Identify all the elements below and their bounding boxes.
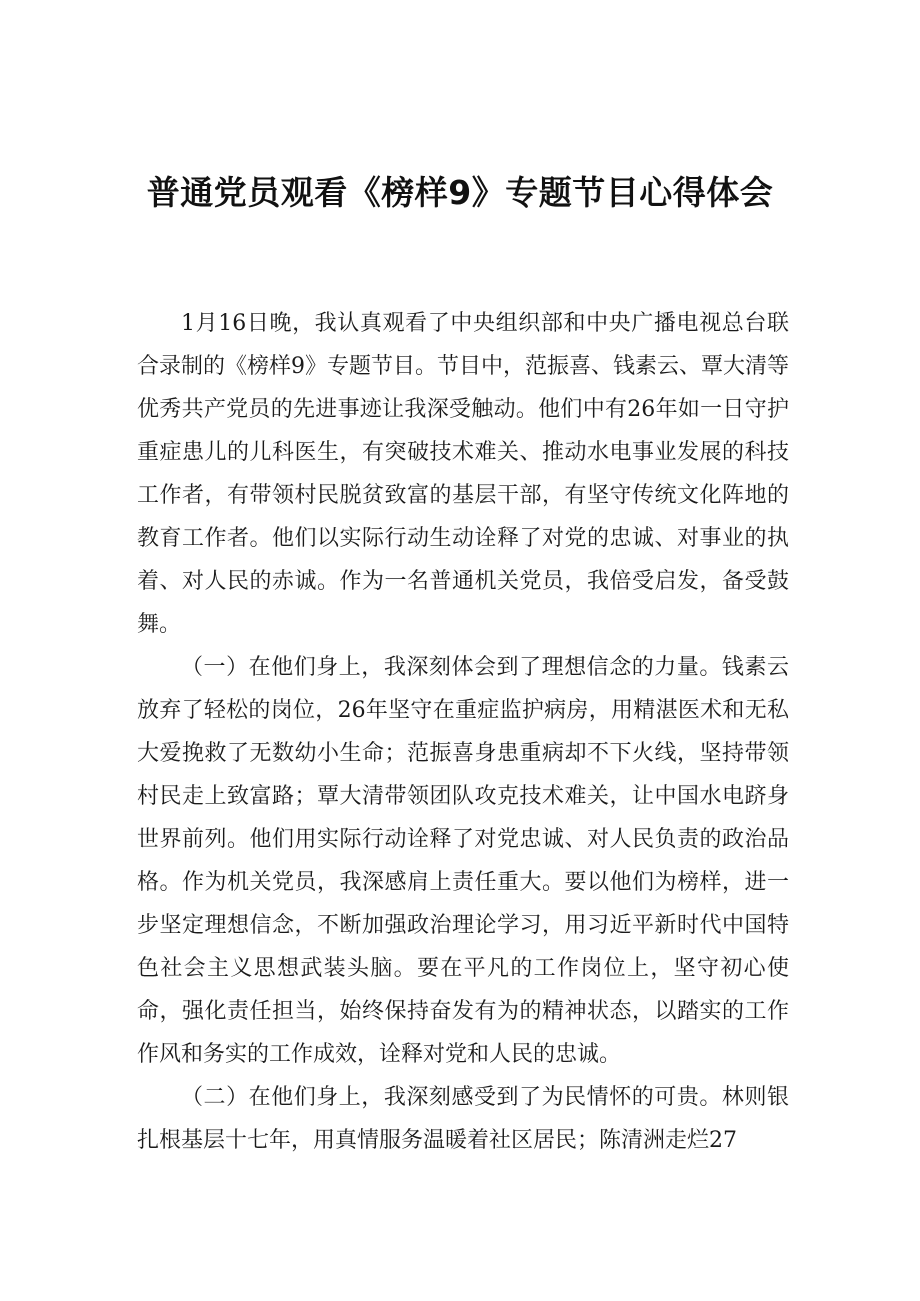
paragraph-section-two: （二）在他们身上，我深刻感受到了为民情怀的可贵。林则银扎根基层十七年，用真情服务温暖着社区居民；陈清洲走烂27 (137, 1085, 789, 1153)
document-title: 普通党员观看《榜样9》专题节目心得体会 (146, 173, 774, 212)
paragraph-intro: 1月16日晚，我认真观看了中央组织部和中央广播电视总台联合录制的《榜样9》专题节目。节目中，范振喜、钱素云、覃大清等优秀共产党员的先进事迹让我深受触动。他们中有26年如一日守护重症患儿的儿科医生，有突破技术难关、推动水电事业发展的科技工作者，有带领村民脱贫致富的基层干部，有坚守传统文化阵地的教育工作者。他们以实际行动生动诠释了对党的忠诚、对事业的执着、对人民的赤诚。作为一名普通机关党员，我倍受启发，备受鼓舞。 (137, 311, 789, 637)
document-body (137, 302, 789, 1162)
paragraph-section-one: （一）在他们身上，我深刻体会到了理想信念的力量。钱素云放弃了轻松的岗位，26年坚守在重症监护病房，用精湛医术和无私大爱挽救了无数幼小生命；范振喜身患重病却不下火线，坚持带领村民走上致富路；覃大清带领团队攻克技术难关，让中国水电跻身世界前列。他们用实际行动诠释了对党忠诚、对人民负责的政治品格。作为机关党员，我深感肩上责任重大。要以他们为榜样，进一步坚定理想信念，不断加强政治理论学习，用习近平新时代中国特色社会主义思想武装头脑。要在平凡的工作岗位上，坚守初心使命，强化责任担当，始终保持奋发有为的精神状态，以踏实的工作作风和务实的工作成效，诠释对党和人民的忠诚。 (137, 655, 789, 1067)
